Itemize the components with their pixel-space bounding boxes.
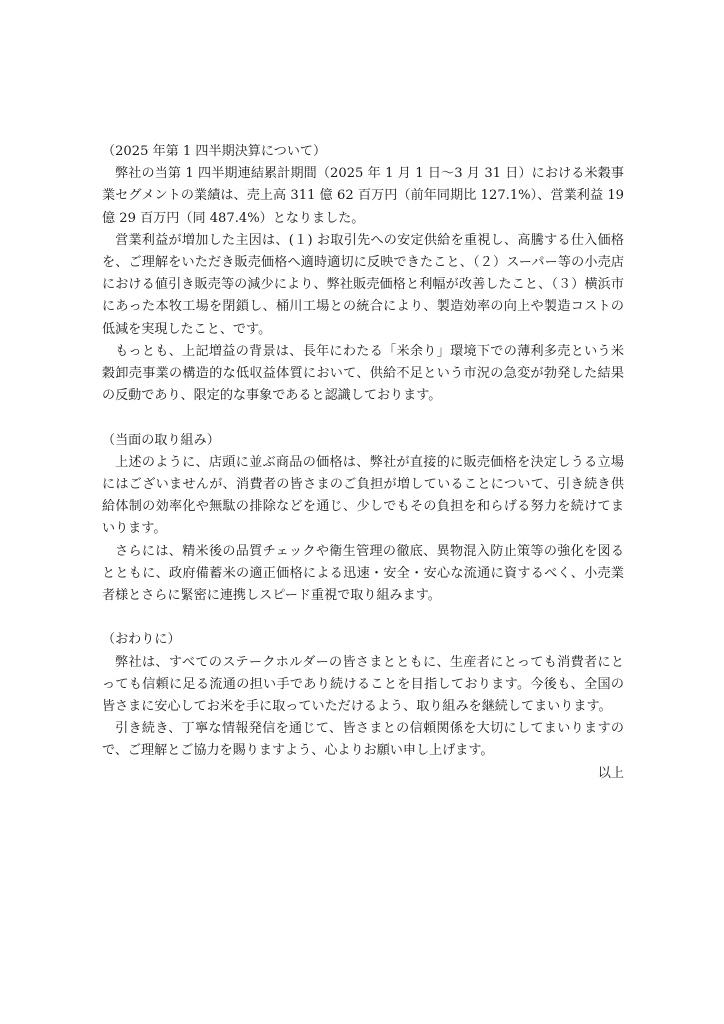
paragraph: 弊社の当第 1 四半期連結累計期間（2025 年 1 月 1 日〜3 月 31 日）における米穀事業セグメントの業績は、売上高 311 億 62 百万円（前年同期比 127.1%）、営業利益 19 億 29 百万円（同 487.4%）となりました。 bbox=[102, 166, 624, 226]
section-q1-results bbox=[102, 141, 624, 407]
closing-mark: 以上 bbox=[597, 765, 624, 781]
paragraph: もっとも、上記増益の背景は、長年にわたる「米余り」環境下での薄利多売という米穀卸売事業の構造的な低収益体質において、供給不足という市況の急変が勃発した結果の反動であり、限定的な事象であると認識しております。 bbox=[102, 343, 624, 404]
section-heading: （2025 年第 1 四半期決算について） bbox=[102, 144, 327, 159]
section-heading: （おわりに） bbox=[102, 632, 181, 648]
document-body bbox=[102, 141, 624, 785]
paragraph: 弊社は、すべてのステークホルダーの皆さまとともに、生産者にとっても消費者にとっても信頼に足る流通の担い手であり続けることを目指しております。今後も、全国の皆さまに安心してお米を手に取っていただけるよう、取り組みを継続してまいります。 bbox=[102, 654, 624, 715]
section-spacer bbox=[102, 407, 624, 429]
paragraph: 上述のように、店頭に並ぶ商品の価格は、弊社が直接的に販売価格を決定しうる立場にはございませんが、消費者の皆さまのご負担が増していることについて、引き続き供給体制の効率化や無駄の排除などを通じ、少しでもその負担を和らげる努力を続けてまいります。 bbox=[102, 454, 624, 537]
paragraph: 引き続き、丁寧な情報発信を通じて、皆さまとの信頼関係を大切にしてまいりますので、ご理解とご協力を賜りますよう、心よりお願い申し上げます。 bbox=[102, 721, 624, 759]
paragraph: さらには、精米後の品質チェックや衛生管理の徹底、異物混入防止策等の強化を図るとともに、政府備蓄米の適正価格による迅速・安全・安心な流通に資するべく、小売業者様とさらに緊密に連携しスピード重視で取り組みます。 bbox=[102, 543, 624, 604]
paragraph: 営業利益が増加した主因は、(１) お取引先への安定供給を重視し、高騰する仕入価格を、ご理解をいただき販売価格へ適時適切に反映できたこと、（２）スーパー等の小売店における値引き販売等の減少により、弊社販売価格と利幅が改善したこと、（３）横浜市にあった本牧工場を閉鎖し、桶川工場との統合により、製造効率の向上や製造コストの低減を実現したこと、です。 bbox=[102, 232, 624, 337]
section-current-efforts bbox=[102, 430, 624, 608]
section-conclusion bbox=[102, 629, 624, 762]
section-spacer bbox=[102, 607, 624, 629]
section-heading: （当面の取り組み） bbox=[102, 432, 220, 448]
